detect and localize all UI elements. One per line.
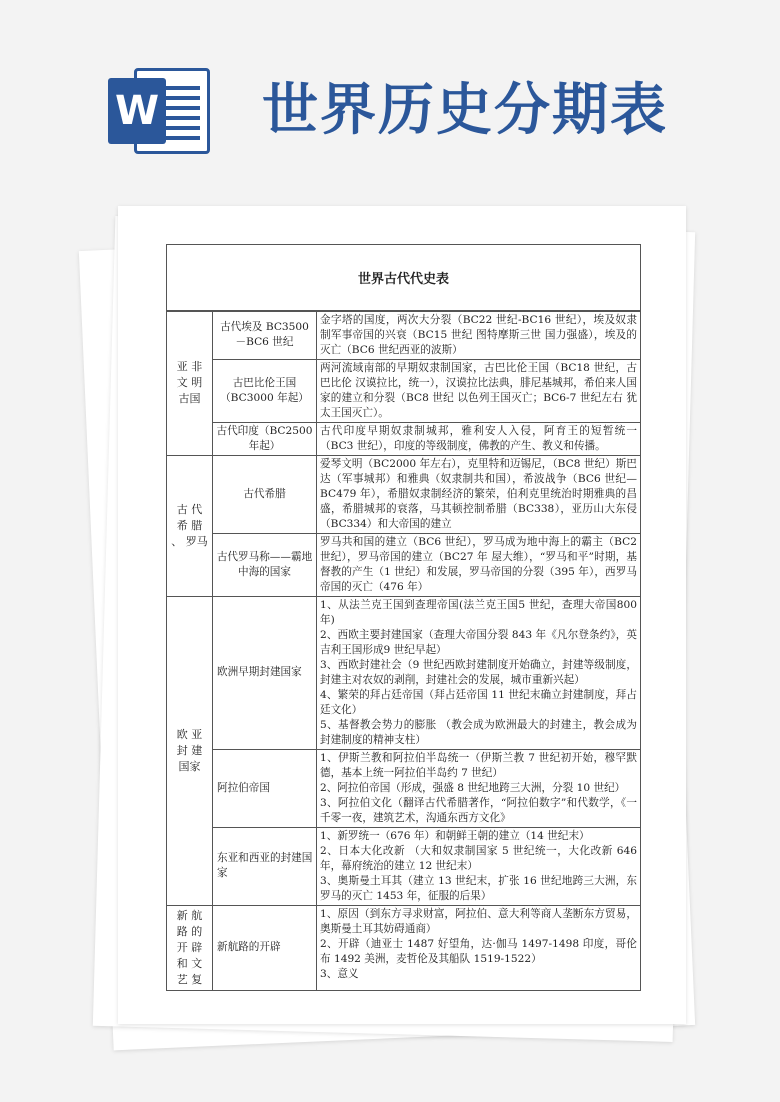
region-cell: 古 代 希 腊 、 罗马 bbox=[167, 455, 213, 596]
region-cell: 新 航 路 的 开 辟 和 文 艺 复 bbox=[167, 905, 213, 990]
content-cell bbox=[317, 596, 641, 749]
list-item: 3、意义 bbox=[320, 967, 359, 980]
list-item: 3、西欧封建社会（9 世纪西欧封建制度开始确立，封建等级制度，封建主对农奴的剥削，封建社会的发展，城市重新兴起） bbox=[320, 658, 637, 686]
list-item: 4、繁荣的拜占廷帝国（拜占廷帝国 11 世纪末确立封建制度，拜占廷文化） bbox=[320, 688, 637, 716]
word-icon-line bbox=[160, 86, 200, 90]
document-body bbox=[166, 244, 640, 991]
table-row bbox=[167, 311, 641, 360]
subject-cell: 古代印度（BC2500 年起） bbox=[213, 422, 317, 455]
content-cell: 金字塔的国度，两次大分裂（BC22 世纪-BC16 世纪），埃及奴隶制军事帝国的兴衰（BC15 世纪 图特摩斯三世 国力强盛），埃及的灭亡（BC6 世纪西亚的波斯） bbox=[317, 311, 641, 360]
region-cell: 欧 亚 封 建 国家 bbox=[167, 596, 213, 905]
word-document-icon bbox=[108, 68, 210, 154]
content-cell: 古代印度早期奴隶制城邦，雅利安人入侵，阿育王的短暂统一（BC3 世纪），印度的等级制度，佛教的产生、教义和传播。 bbox=[317, 422, 641, 455]
subject-cell: 古代罗马称——霸地中海的国家 bbox=[213, 533, 317, 596]
content-cell bbox=[317, 749, 641, 827]
table-row bbox=[167, 596, 641, 749]
subject-cell: 古代希腊 bbox=[213, 455, 317, 533]
content-cell: 爱琴文明（BC2000 年左右），克里特和迈锡尼，（BC8 世纪）斯巴达（军事城邦）和雅典（奴隶制共和国），希波战争（BC6 世纪—BC479 年），希腊奴隶制经济的繁荣，伯利克里统治时期雅典的昌盛，希腊城邦的衰落，马其顿控制希腊（BC338），亚历山大东侵（BC334）和大帝国的建立 bbox=[317, 455, 641, 533]
table-row bbox=[167, 749, 641, 827]
table-title-row bbox=[167, 245, 641, 311]
subject-cell: 古代埃及 BC3500－BC6 世纪 bbox=[213, 311, 317, 360]
list-item: 2、阿拉伯帝国（形成，强盛 8 世纪地跨三大洲，分裂 10 世纪） bbox=[320, 781, 626, 794]
table-row bbox=[167, 905, 641, 990]
list-item: 5、基督教会势力的膨胀 （教会成为欧洲最大的封建主，教会成为封建制度的精神支柱） bbox=[320, 718, 637, 746]
list-item: 2、西欧主要封建国家（查理大帝国分裂 843 年《凡尔登条约》，英吉利王国形成9 世纪早起） bbox=[320, 628, 637, 656]
content-cell: 罗马共和国的建立（BC6 世纪），罗马成为地中海上的霸主（BC2 世纪），罗马帝国的建立（BC27 年 屋大维），“罗马和平”时期，基督教的产生（1 世纪）和发展，罗马帝国的分裂（395 年），西罗马帝国的灭亡（476 年） bbox=[317, 533, 641, 596]
word-icon-letter: W bbox=[108, 78, 166, 144]
subject-cell: 古巴比伦王国（BC3000 年起） bbox=[213, 359, 317, 422]
list-item: 3、奥斯曼土耳其（建立 13 世纪末，扩张 16 世纪地跨三大洲，东罗马的灭亡 1453 年，征服的后果） bbox=[320, 874, 637, 902]
table-row bbox=[167, 359, 641, 422]
subject-cell: 欧洲早期封建国家 bbox=[213, 596, 317, 749]
word-icon-line bbox=[160, 116, 200, 120]
list-item: 3、阿拉伯文化（翻译古代希腊著作，“阿拉伯数字”和代数学，《一千零一夜，建筑艺术，沟通东西方文化》 bbox=[320, 796, 637, 824]
subject-cell: 东亚和西亚的封建国家 bbox=[213, 827, 317, 905]
word-icon-line bbox=[160, 96, 200, 100]
list-item: 1、伊斯兰教和阿拉伯半岛统一（伊斯兰教 7 世纪初开始，穆罕默德，基本上统一阿拉伯半岛约 7 世纪） bbox=[320, 751, 637, 779]
region-cell: 亚 非 文 明 古国 bbox=[167, 311, 213, 456]
table-row bbox=[167, 422, 641, 455]
table-row bbox=[167, 827, 641, 905]
list-item: 2、日本大化改新 （大和奴隶制国家 5 世纪统一，大化改新 646 年，幕府统治的建立 12 世纪末） bbox=[320, 844, 637, 872]
list-item: 2、开辟（迪亚士 1487 好望角，达·伽马 1497-1498 印度，哥伦布 1492 美洲，麦哲伦及其船队 1519-1522） bbox=[320, 937, 637, 965]
content-cell bbox=[317, 905, 641, 990]
word-icon-line bbox=[160, 126, 200, 130]
list-item: 1、原因（到东方寻求财富，阿拉伯、意大利等商人垄断东方贸易，奥斯曼土耳其妨碍通商） bbox=[320, 907, 637, 935]
table-row bbox=[167, 533, 641, 596]
content-cell: 两河流域南部的早期奴隶制国家，古巴比伦王国（BC18 世纪，古巴比伦 汉谟拉比，统一），汉谟拉比法典，腓尼基城邦，希伯来人国家的建立和分裂（BC8 世纪 以色列王国灭亡；BC6-7 世纪左右 犹太王国灭亡）。 bbox=[317, 359, 641, 422]
list-item: 1、从法兰克王国到查理帝国(法兰克王国5 世纪，查理大帝国800 年) bbox=[320, 598, 637, 626]
subject-cell: 新航路的开辟 bbox=[213, 905, 317, 990]
word-icon-line bbox=[160, 106, 200, 110]
content-cell bbox=[317, 827, 641, 905]
subject-cell: 阿拉伯帝国 bbox=[213, 749, 317, 827]
page-title: 世界历史分期表 bbox=[262, 78, 668, 143]
header bbox=[0, 0, 780, 200]
table-row bbox=[167, 455, 641, 533]
table-title: 世界古代代史表 bbox=[167, 245, 641, 311]
list-item: 1、新罗统一（676 年）和朝鲜王朝的建立（14 世纪末） bbox=[320, 829, 590, 842]
word-icon-line bbox=[160, 136, 200, 140]
history-table bbox=[166, 244, 641, 991]
